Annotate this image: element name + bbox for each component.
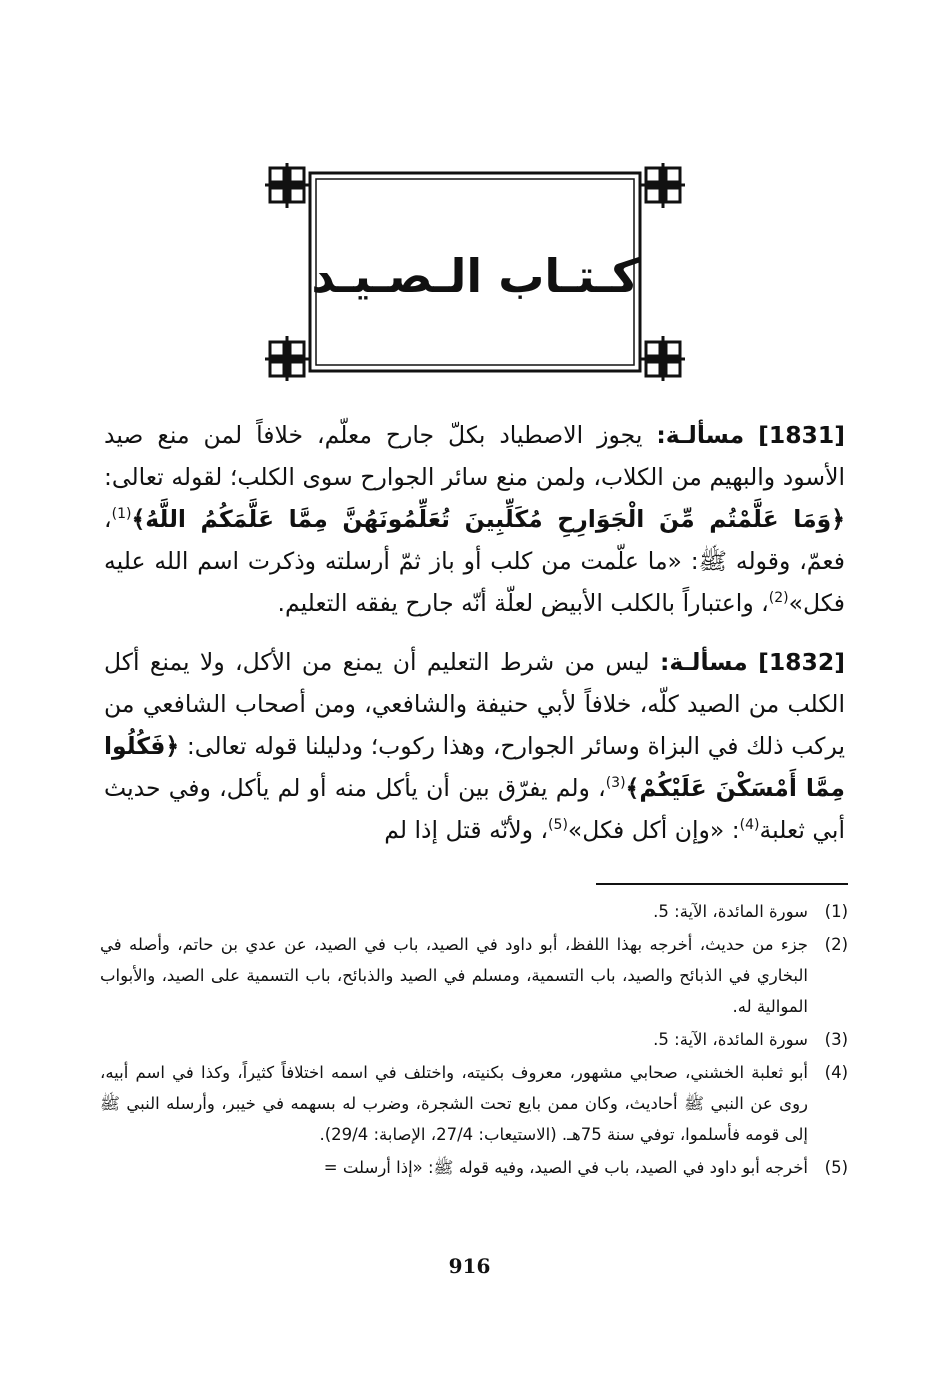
footnote-text: جزء من حديث، أخرجه بهذا اللفظ، أبو داود في الصيد، باب في الصيد، عن عدي بن حاتم، وأصله في البخاري في الذبائح والصيد، باب التسمية، ومسلم في الصيد والذبائح، باب التسمية على الصيد، والأبواب الموالية له.: [100, 935, 808, 1016]
paragraph-text: ليس من شرط التعليم أن يمنع من الأكل، ولا يمنع أكل الكلب من الصيد كلّه، خلافاً لأبي حنيفة والشافعي، ومن أصحاب الشافعي من يركب ذلك في البزاة وسائر الجوارح، وهذا ركوب؛ ودليلنا قوله تعالى:: [104, 648, 845, 760]
paragraph-text: يجوز الاصطياد بكلّ جارح معلّم، خلافاً لمن منع صيد الأسود والبهيم من الكلاب، ولمن منع سائر الجوارح سوى الكلب؛ لقوله تعالى:: [104, 421, 845, 491]
page-number: 916: [448, 1254, 491, 1278]
chapter-title: كـتـاب الـصـيـد: [311, 249, 639, 303]
footnote-ref: (2): [768, 590, 789, 607]
paragraph-text: ، واعتباراً بالكلب الأبيض لعلّة أنّه جارح يفقه التعليم.: [277, 589, 769, 617]
paragraph-text: ، ولم يفرّق بين أن يأكل منه أو لم يأكل، وفي حديث أبي ثعلبة: [104, 774, 845, 844]
footnote-item: [100, 896, 848, 927]
footnote-item: [100, 929, 848, 1022]
footnote-divider: [596, 883, 848, 885]
footnote-ref: (4): [739, 817, 760, 834]
footnote-text: سورة المائدة، الآية: 5.: [653, 902, 808, 921]
paragraph-text: ، ولأنّه قتل إذا لم: [384, 816, 549, 844]
footnote-ref: (1): [111, 506, 132, 523]
chapter-title-frame: [265, 163, 685, 381]
paragraph-1832: [104, 641, 845, 851]
issue-number: [1832]: [758, 648, 845, 676]
footnote-text: أخرجه أبو داود في الصيد، باب في الصيد، وفيه قوله ﷺ: «إذا أرسلت =: [323, 1158, 808, 1177]
footnote-item: [100, 1152, 848, 1183]
issue-keyword: مسألـة:: [656, 421, 745, 449]
footnote-ref: (5): [548, 817, 568, 834]
quran-verse: ﴿فَكُلُوا مِمَّا أَمْسَكْنَ عَلَيْكُمْ﴾: [104, 732, 845, 802]
footnote-text: سورة المائدة، الآية: 5.: [653, 1030, 808, 1049]
issue-keyword: مسألـة:: [659, 648, 748, 676]
footnotes: [100, 896, 848, 1185]
footnote-text: أبو ثعلبة الخشني، صحابي مشهور، معروف بكنيته، واختلف في اسمه اختلافاً كثيراً، وكذا في اسم أبيه، روى عن النبي ﷺ أحاديث، وكان ممن بايع تحت الشجرة، وضرب له بسهمه في خيبر، وأرسله النبي ﷺ إلى قومه فأسلموا، توفي سنة 75هـ. (الاستيعاب: 27/4، الإصابة: 29/4).: [100, 1063, 808, 1144]
issue-number: [1831]: [758, 421, 845, 449]
paragraph-text: : «وإن أكل فكل»: [567, 816, 740, 844]
footnote-number: (1): [824, 902, 848, 921]
footnote-number: (5): [824, 1158, 848, 1177]
footnote-ref: (3): [605, 775, 626, 792]
footnote-item: [100, 1057, 848, 1150]
paragraph-1831: [104, 414, 845, 624]
footnote-number: (4): [824, 1063, 848, 1082]
footnote-number: (3): [824, 1030, 848, 1049]
quran-verse: ﴿وَمَا عَلَّمْتُم مِّنَ الْجَوَارِحِ مُكَلِّبِينَ تُعَلِّمُونَهُنَّ مِمَّا عَلَّمَكُمُ اللَّهُ﴾: [131, 505, 845, 533]
paragraph-text: ، فعمّ، وقوله ﷺ: «ما علّمت من كلب أو باز ثمّ أرسلته وذكرت اسم الله عليه فكل»: [104, 505, 845, 617]
footnote-item: [100, 1024, 848, 1055]
footnote-number: (2): [824, 935, 848, 954]
